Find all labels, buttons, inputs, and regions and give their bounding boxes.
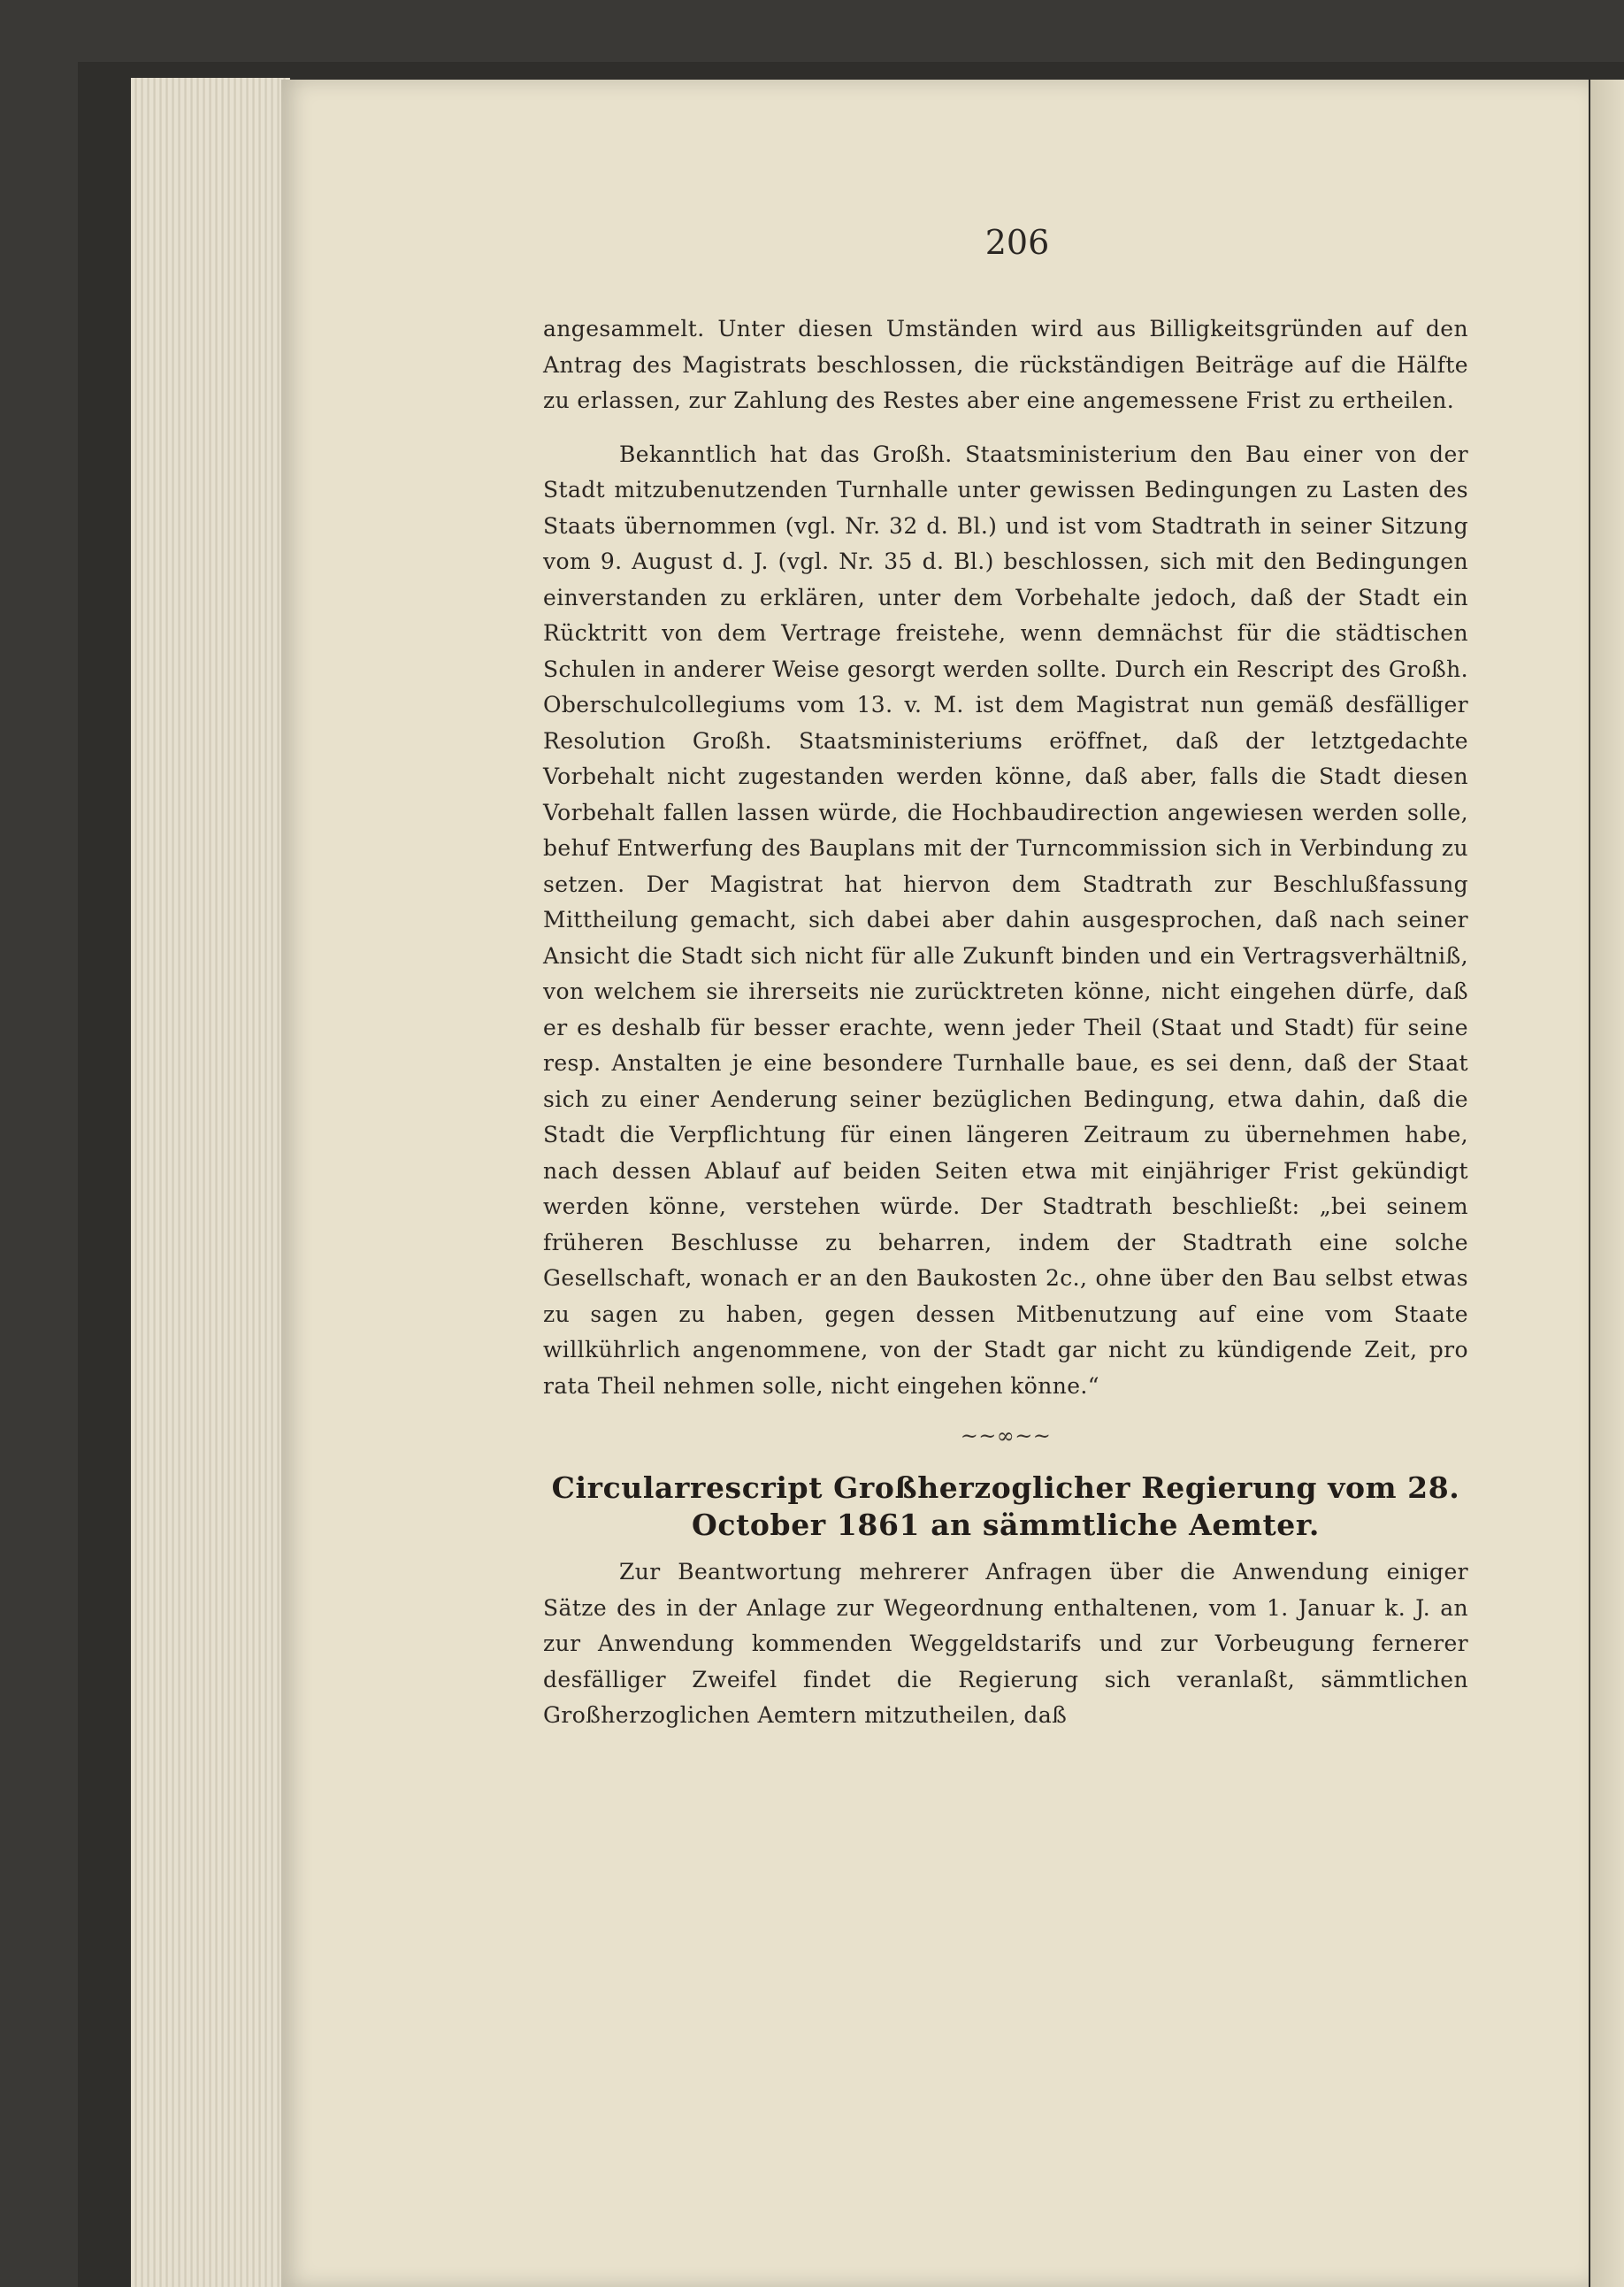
page-number: 206 (984, 223, 1050, 262)
section-divider: ~~∞~~ (960, 1424, 1052, 1448)
paragraph-turnhalle: Bekanntlich hat das Großh. Staatsministerium den Bau einer von der Stadt mitzubenutzenden Turnhalle unter gewissen Bedingungen zu Lasten des Staats übernommen (vgl. Nr. 32 d. Bl.) und ist vom Stadtrath in seiner Sitzung vom 9. August d. J. (vgl. Nr. 35 d. Bl.) beschlossen, sich mit den Bedingungen einverstanden zu erklären, unter dem Vorbehalte jedoch, daß der Stadt ein Rücktritt von dem Vertrage freistehe, wenn demnächst für die städtischen Schulen in anderer Weise gesorgt werden sollte. Durch ein Rescript des Großh. Oberschulcollegiums vom 13. v. M. ist dem Magistrat nun gemäß desfälliger Resolution Großh. Staatsministeriums eröffnet, daß der letztgedachte Vorbehalt nicht zugestanden werden könne, daß aber, falls die Stadt diesen Vorbehalt fallen lassen würde, die Hochbaudirection angewiesen werden solle, behuf Entwerfung des Bauplans mit der Turncommission sich in Verbindung zu setzen. Der Magistrat hat hiervon dem Stadtrath zur Beschlußfassung Mittheilung gemacht, sich dabei aber dahin ausgesprochen, daß nach seiner Ansicht die Stadt sich nicht für alle Zukunft binden und ein Vertragsverhältniß, von welchem sie ihrerseits nie zurücktreten könne, nicht eingehen dürfe, daß er es deshalb für besser erachte, wenn jeder Theil (Staat und Stadt) für seine resp. Anstalten je eine besondere Turnhalle baue, es sei denn, daß der Staat sich zu einer Aenderung seiner bezüglichen Bedingung, etwa dahin, daß die Stadt die Verpflichtung für einen längeren Zeitraum zu übernehmen habe, nach dessen Ablauf auf beiden Seiten etwa mit einjähriger Frist gekündigt werden könne, verstehen würde. Der Stadtrath beschließt: „bei seinem früheren Beschlusse zu beharren, indem der Stadtrath eine solche Gesellschaft, wonach er an den Baukosten 2c., ohne über den Bau selbst etwas zu sagen zu haben, gegen dessen Mitbenutzung auf eine vom Staate willkührlich angenommene, von der Stadt gar nicht zu kündigende Zeit, pro rata Theil nehmen solle, nicht eingehen könne.“ (543, 441, 1468, 1399)
paragraph-circular: Zur Beantwortung mehrerer Anfragen über die Anwendung einiger Sätze des in der Anlage zur Wegeordnung enthaltenen, vom 1. Januar k. J. an zur Anwendung kommenden Weggeldstarifs und zur Vorbeugung fernerer desfälliger Zweifel findet die Regierung sich veranlaßt, sämmtlichen Großherzoglichen Aemtern mitzutheilen, daß (543, 1559, 1468, 1728)
page-text (543, 311, 1468, 1752)
section-heading: Circularrescript Großherzoglicher Regierung vom 28. October 1861 an sämmtliche Aemter. (551, 1470, 1460, 1542)
paragraph-continuation: angesammelt. Unter diesen Umständen wird aus Billigkeitsgründen auf den Antrag des Magistrats beschlossen, die rückständigen Beiträge auf die Hälfte zu erlassen, zur Zahlung des Restes aber eine angemessene Frist zu ertheilen. (543, 316, 1468, 413)
facing-page-edge (1590, 80, 1624, 2287)
page-edges (131, 78, 290, 2287)
